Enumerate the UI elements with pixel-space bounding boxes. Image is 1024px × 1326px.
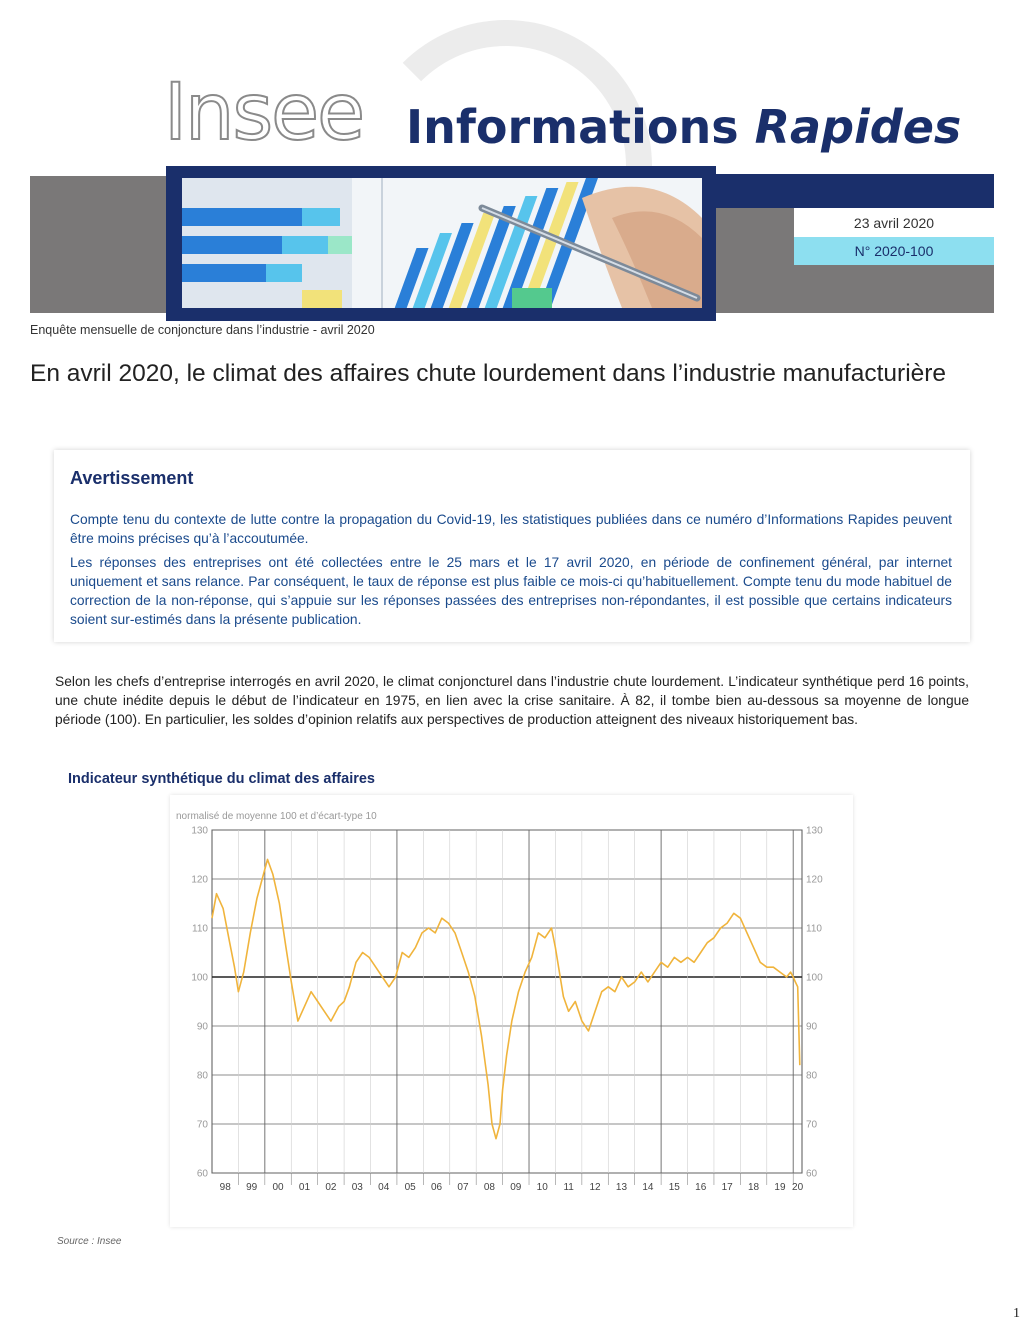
warning-paragraph-1: Compte tenu du contexte de lutte contre la propagation du Covid-19, les statistiques publiées dans ce numéro d’Informations Rapides peuvent être moins précises qu’à l’accoutumée. [70, 512, 952, 546]
warning-box [54, 450, 970, 642]
survey-title: Enquête mensuelle de conjoncture dans l’industrie - avril 2020 [30, 323, 375, 337]
y-tick-label-left-70: 70 [196, 1119, 208, 1131]
y-tick-label-right-80: 80 [806, 1070, 818, 1082]
x-tick-label-18: 18 [748, 1182, 760, 1193]
publication-number: N° 2020-100 [794, 237, 994, 265]
publication-date: 23 avril 2020 [794, 208, 994, 238]
x-tick-label-09: 09 [510, 1182, 522, 1193]
y-tick-label-left-80: 80 [196, 1070, 208, 1082]
y-tick-label-right-70: 70 [806, 1119, 818, 1131]
header-navy-band [700, 174, 994, 208]
series-line-0 [212, 859, 800, 1138]
x-tick-label-20: 20 [792, 1182, 804, 1193]
y-tick-label-right-60: 60 [806, 1168, 818, 1180]
y-tick-label-right-120: 120 [806, 874, 823, 886]
publication-title-rapides: Rapides [754, 100, 962, 154]
chart-subtitle: normalisé de moyenne 100 et d’écart-type 10 [176, 811, 377, 822]
hero-image-frame [166, 166, 716, 321]
x-tick-label-98: 98 [219, 1182, 231, 1193]
chart-container [170, 795, 853, 1227]
x-tick-label-01: 01 [298, 1182, 311, 1193]
publication-title [406, 100, 962, 154]
x-tick-label-02: 02 [325, 1182, 337, 1193]
x-tick-label-08: 08 [483, 1182, 495, 1193]
y-tick-label-left-120: 120 [191, 874, 208, 886]
y-tick-label-left-110: 110 [192, 923, 208, 935]
source-note: Source : Insee [57, 1236, 122, 1247]
y-tick-label-left-60: 60 [196, 1168, 208, 1180]
x-tick-label-12: 12 [589, 1182, 601, 1193]
x-tick-label-11: 11 [563, 1182, 574, 1193]
x-tick-label-10: 10 [536, 1182, 548, 1193]
x-tick-label-13: 13 [615, 1182, 628, 1193]
x-tick-label-99: 99 [246, 1182, 258, 1193]
y-tick-label-left-130: 130 [191, 825, 208, 837]
x-tick-label-03: 03 [351, 1182, 363, 1193]
warning-title: Avertissement [70, 468, 194, 488]
x-tick-label-16: 16 [695, 1182, 707, 1193]
y-tick-label-right-100: 100 [806, 972, 823, 984]
headline: En avril 2020, le climat des affaires chute lourdement dans l’industrie manufacturière [30, 360, 947, 387]
y-tick-label-right-110: 110 [806, 923, 822, 935]
warning-paragraph-2: Les réponses des entreprises ont été collectées entre le 25 mars et le 17 avril 2020, en période de confinement général, par internet uniquement et sans relance. Par conséquent, le taux de réponse est plus faible ce mois-ci qu’habituellement. Compte tenu du mode habituel de correction de la non-réponse, qui s’appuie sur les réponses passées des entreprises non-répondantes, il est possible que certains indicateurs soient sur-estimés dans la présente publication. [70, 555, 952, 627]
x-tick-label-07: 07 [457, 1182, 469, 1193]
x-tick-label-00: 00 [272, 1182, 284, 1193]
chart-section-title: Indicateur synthétique du climat des affaires [68, 771, 375, 787]
business-climate-chart [170, 795, 853, 1227]
page-number: 1 [1013, 1306, 1020, 1321]
hero-image [182, 178, 702, 308]
x-tick-label-05: 05 [404, 1182, 416, 1193]
x-tick-label-06: 06 [430, 1182, 443, 1193]
y-tick-label-left-100: 100 [191, 972, 208, 984]
x-tick-label-17: 17 [721, 1182, 733, 1193]
x-tick-label-04: 04 [378, 1182, 390, 1193]
y-tick-label-left-90: 90 [196, 1021, 208, 1033]
y-tick-label-right-90: 90 [806, 1021, 818, 1033]
x-tick-label-19: 19 [774, 1182, 786, 1193]
insee-logo: Insee [164, 68, 364, 158]
body-paragraph: Selon les chefs d’entreprise interrogés en avril 2020, le climat conjoncturel dans l’industrie chute lourdement. L’indicateur synthétique perd 16 points, une chute inédite depuis le début de l’indicateur en 1975, en lien avec la crise sanitaire. À 82, il tombe bien au-dessous sa moyenne de longue période (100). En particulier, les soldes d’opinion relatifs aux perspectives de production atteignent des niveaux historiquement bas. [55, 674, 969, 727]
x-tick-label-14: 14 [642, 1182, 654, 1193]
x-tick-label-15: 15 [668, 1182, 680, 1193]
plot-frame [212, 830, 802, 1173]
y-tick-label-right-130: 130 [806, 825, 823, 837]
publication-title-informations: Informations [406, 100, 755, 154]
